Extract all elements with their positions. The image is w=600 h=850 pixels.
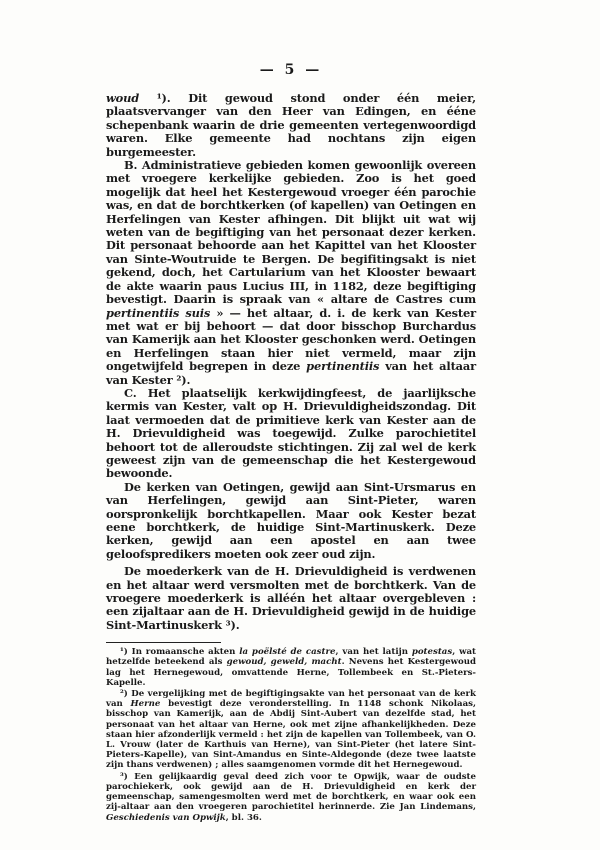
text-run: De kerken van Oetingen, gewijd aan Sint-Ursmarus en van Herfelingen, gewijd aan Sint-Pieter, waren oorspronkelijk borchtkapellen. Maar ook Kester bezat eene borchtkerk, de huidige Sint-Martinuskerk. Deze kerken, gewijd aan een apostel en aan twee geloofspredikers moeten ook zeer oud zijn. bbox=[106, 479, 476, 561]
paragraph-1 bbox=[106, 92, 476, 159]
text-run: van het altaar van Kester ²). bbox=[106, 359, 476, 387]
footnote-2 bbox=[106, 689, 476, 771]
italic-text: woud bbox=[106, 91, 140, 105]
text-run: De moederkerk van de H. Drievuldigheid is verdwenen en het altaar werd versmolten met de borchtkerk. Van de vroegere moederkerk is alléén het altaar overgebleven : een zijaltaar aan de H. Drievuldigheid gewijd in de huidige Sint-Martinuskerk ³). bbox=[106, 564, 476, 632]
italic-text: gewoud, geweld, macht bbox=[226, 657, 342, 668]
text-run: ²) De vergelijking met de begiftigingsakte van het personaat van de kerk van bbox=[106, 689, 476, 710]
text-run: , van het latijn bbox=[335, 647, 412, 658]
italic-text: Herne bbox=[130, 699, 161, 710]
text-run: ¹) In romaansche akten bbox=[120, 647, 240, 658]
italic-text: pertinentiis suis bbox=[106, 305, 211, 320]
text-run: » — het altaar, d. i. de kerk van Kester met wat er bij behoort — dat door bisschop Burchardus van Kamerijk aan het Klooster geschonken werd. Oetingen en Herfelingen staan hier niet vermeld, maar zijn ongetwijfeld begrepen in deze bbox=[106, 305, 476, 374]
footnote-divider bbox=[106, 642, 221, 643]
paragraph-5 bbox=[106, 565, 476, 632]
italic-text: pertinentiis bbox=[306, 359, 380, 374]
page-number: — 5 — bbox=[259, 62, 323, 78]
footnotes bbox=[106, 647, 476, 822]
footnote-3 bbox=[106, 772, 476, 823]
footnote-1 bbox=[106, 647, 476, 688]
main-text bbox=[106, 92, 476, 632]
text-run: ¹). Dit gewoud stond onder één meier, plaatsvervanger van den Heer van Edingen, en ééne schepenbank waarin de drie gemeenten vertegenwoordigd waren. Elke gemeente had nochtans zijn eigen burgemeester. bbox=[106, 91, 476, 159]
paragraph-3 bbox=[106, 387, 476, 481]
text-run: bevestigt deze veronderstelling. In 1148 schonk Nikolaas, bisschop van Kamerijk, aan de Abdij Sint-Aubert van dezelfde stad, het personaat van het altaar van Herne, ook met zijne afhankelijkheden. Deze staan hier afzonderlijk vermeld : het zijn de kapellen van Tollembeek, van O. L. Vrouw (later de Karthuis van Herne), van Sint-Pieter (het latere Sint-Pieters-Kapelle), van Sint-Amandus en Sinte-Aldegonde (deze twee laatste zijn thans verdwenen) ; alles saamgenomen vormde dit het Hernegewoud. bbox=[106, 699, 476, 771]
text-run: , bl. 36. bbox=[225, 812, 262, 823]
paragraph-2 bbox=[106, 159, 476, 387]
document-page bbox=[106, 62, 476, 823]
text-run: , wat hetzelfde beteekend als bbox=[106, 647, 476, 668]
text-run: C. Het plaatselijk kerkwijdingfeest, de jaarlijksche kermis van Kester, valt op H. Drievuldigheidszondag. Dit laat vermoeden dat de primitieve kerk van Kester aan de H. Drievuldigheid was toegewijd. Zulke parochietitel behoort tot de alleroudste stichtingen. Zij zal wel de kerk geweest zijn van de gemeenschap die het Kestergewoud bewoonde. bbox=[106, 385, 476, 481]
italic-text: la poëlsté de castre bbox=[239, 647, 336, 658]
text-run: . Nevens het Kestergewoud lag het Hernegewoud, omvattende Herne, Tollembeek en St.-Pieters-Kapelle. bbox=[106, 657, 476, 688]
paragraph-4 bbox=[106, 481, 476, 561]
italic-text: Geschiedenis van Opwijk bbox=[106, 812, 226, 823]
text-run: ³) Een gelijkaardig geval deed zich voor te Opwijk, waar de oudste parochiekerk, ook gewijd aan de H. Drievuldigheid en kerk der gemeenschap, samengesmolten werd met de borchtkerk, en waar ook een zij-altaar aan den vroegeren parochietitel herinnerde. Zie Jan Lindemans, bbox=[106, 771, 476, 813]
italic-text: potestas bbox=[411, 647, 453, 658]
text-run: B. Administratieve gebieden komen gewoonlijk overeen met vroegere kerkelijke gebieden. Zoo is het goed mogelijk dat heel het Kestergewoud vroeger één parochie was, en dat de borchtkerken (of kapellen) van Oetingen en Herfelingen van Kester afhingen. Dit blijkt uit wat wij weten van de begiftiging van het personaat dezer kerken. Dit personaat behoorde aan het Kapittel van het Klooster van Sinte-Woutruide te Bergen. De begifitingsakt is niet gekend, doch, het Cartularium van het Klooster bewaart de akte waarin paus Lucius III, in 1182, deze begiftiging bevestigt. Daarin is spraak van « altare de Castres cum bbox=[106, 158, 476, 307]
